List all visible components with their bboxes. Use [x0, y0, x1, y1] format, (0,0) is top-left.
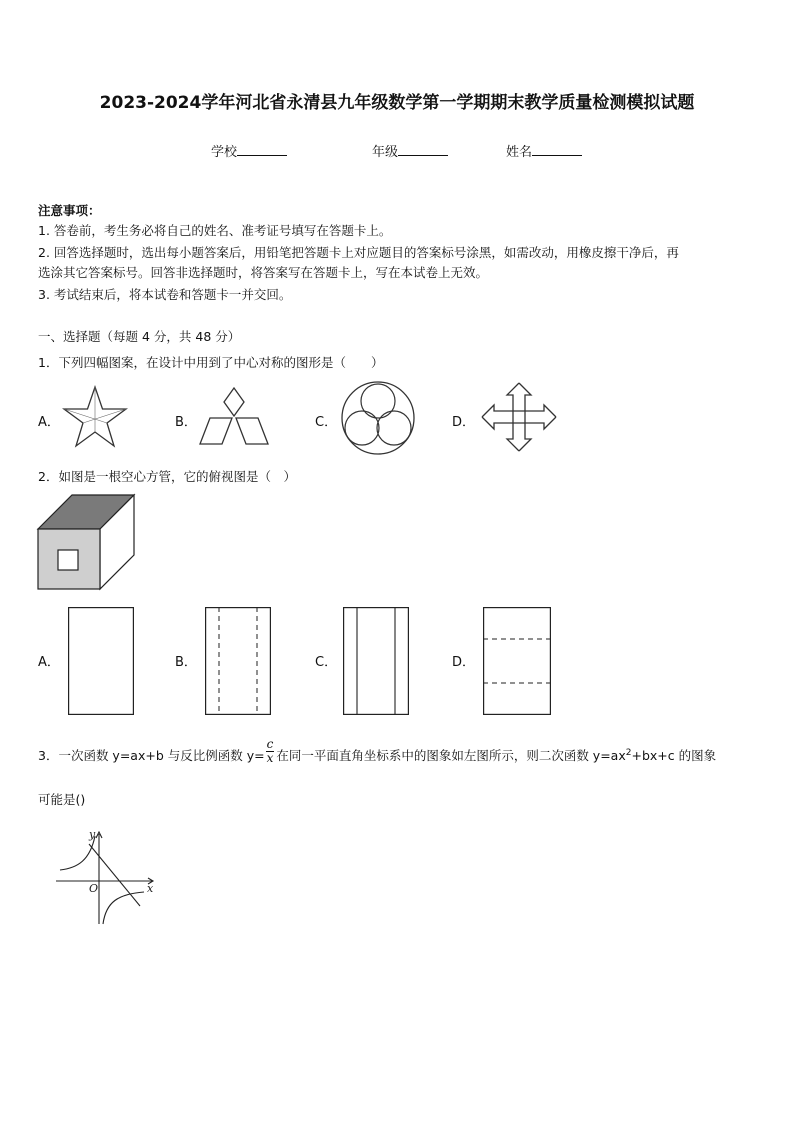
q1-option-a-label: A． — [38, 415, 60, 430]
name-field — [506, 141, 582, 160]
view-d-figure — [483, 607, 551, 715]
q3-superscript: 2 — [625, 748, 632, 758]
grade-blank — [398, 143, 448, 156]
q3-text-part-1: 3．一次函数 y=ax+b 与反比例函数 y= — [38, 748, 265, 764]
hollow-square-tube-figure — [38, 493, 136, 591]
page-title: 2023-2024学年河北省永清县九年级数学第一学期期末教学质量检测模拟试题 — [99, 93, 695, 113]
q2-option-a-label: A． — [38, 655, 60, 670]
question-1-text: 1．下列四幅图案，在设计中用到了中心对称的图形是（ ） — [38, 355, 384, 370]
school-blank — [237, 143, 287, 156]
question-3-line-2: 可能是() — [38, 792, 86, 807]
circles-figure — [338, 380, 418, 456]
view-c-figure — [343, 607, 409, 715]
graph-y-label: y — [89, 828, 96, 841]
notice-item-2-line-1: 2. 回答选择题时，选出每小题答案后，用铅笔把答题卡上对应题目的答案标号涂黑，如需改动，用橡皮擦干净后，再 — [38, 245, 679, 260]
notice-item-3: 3. 考试结束后，将本试卷和答题卡一并交回。 — [38, 287, 292, 302]
function-graph-figure — [56, 826, 160, 926]
q1-option-d-label: D． — [452, 415, 476, 430]
name-blank — [532, 143, 582, 156]
grade-label: 年级 — [372, 145, 399, 160]
q3-fraction-denominator: x — [266, 751, 274, 766]
notice-item-2-line-2: 选涂其它答案标号。回答非选择题时，将答案写在答题卡上，写在本试卷上无效。 — [38, 265, 489, 280]
q2-option-b-label: B． — [175, 655, 197, 670]
question-2-text: 2．如图是一根空心方管，它的俯视图是（ ） — [38, 469, 296, 484]
q3-fraction-numerator: c — [266, 737, 274, 752]
graph-origin-label: O — [89, 882, 99, 895]
q3-text-part-2: 在同一平面直角坐标系中的图象如左图所示，则二次函数 y=ax — [276, 748, 626, 764]
q1-option-c-label: C． — [315, 415, 338, 430]
q2-option-c-label: C． — [315, 655, 338, 670]
q3-text-part-3: +bx+c 的图象 — [631, 748, 717, 764]
view-a-figure — [68, 607, 134, 715]
school-field — [211, 141, 287, 160]
graph-x-label: x — [147, 882, 154, 895]
grade-field — [372, 141, 448, 160]
notice-heading: 注意事项： — [38, 203, 101, 218]
name-label: 姓名 — [506, 145, 533, 160]
section-1-heading: 一、选择题（每题 4 分，共 48 分） — [38, 329, 241, 344]
view-b-figure — [205, 607, 271, 715]
q1-option-b-label: B． — [175, 415, 197, 430]
question-3-line-1 — [38, 737, 717, 766]
notice-item-1: 1. 答卷前，考生务必将自己的姓名、准考证号填写在答题卡上。 — [38, 223, 392, 238]
q3-fraction — [266, 738, 275, 765]
school-label: 学校 — [211, 145, 238, 160]
three-diamonds-figure — [198, 386, 270, 448]
star-figure — [62, 384, 128, 450]
q2-option-d-label: D． — [452, 655, 476, 670]
four-arrows-figure — [480, 381, 558, 453]
